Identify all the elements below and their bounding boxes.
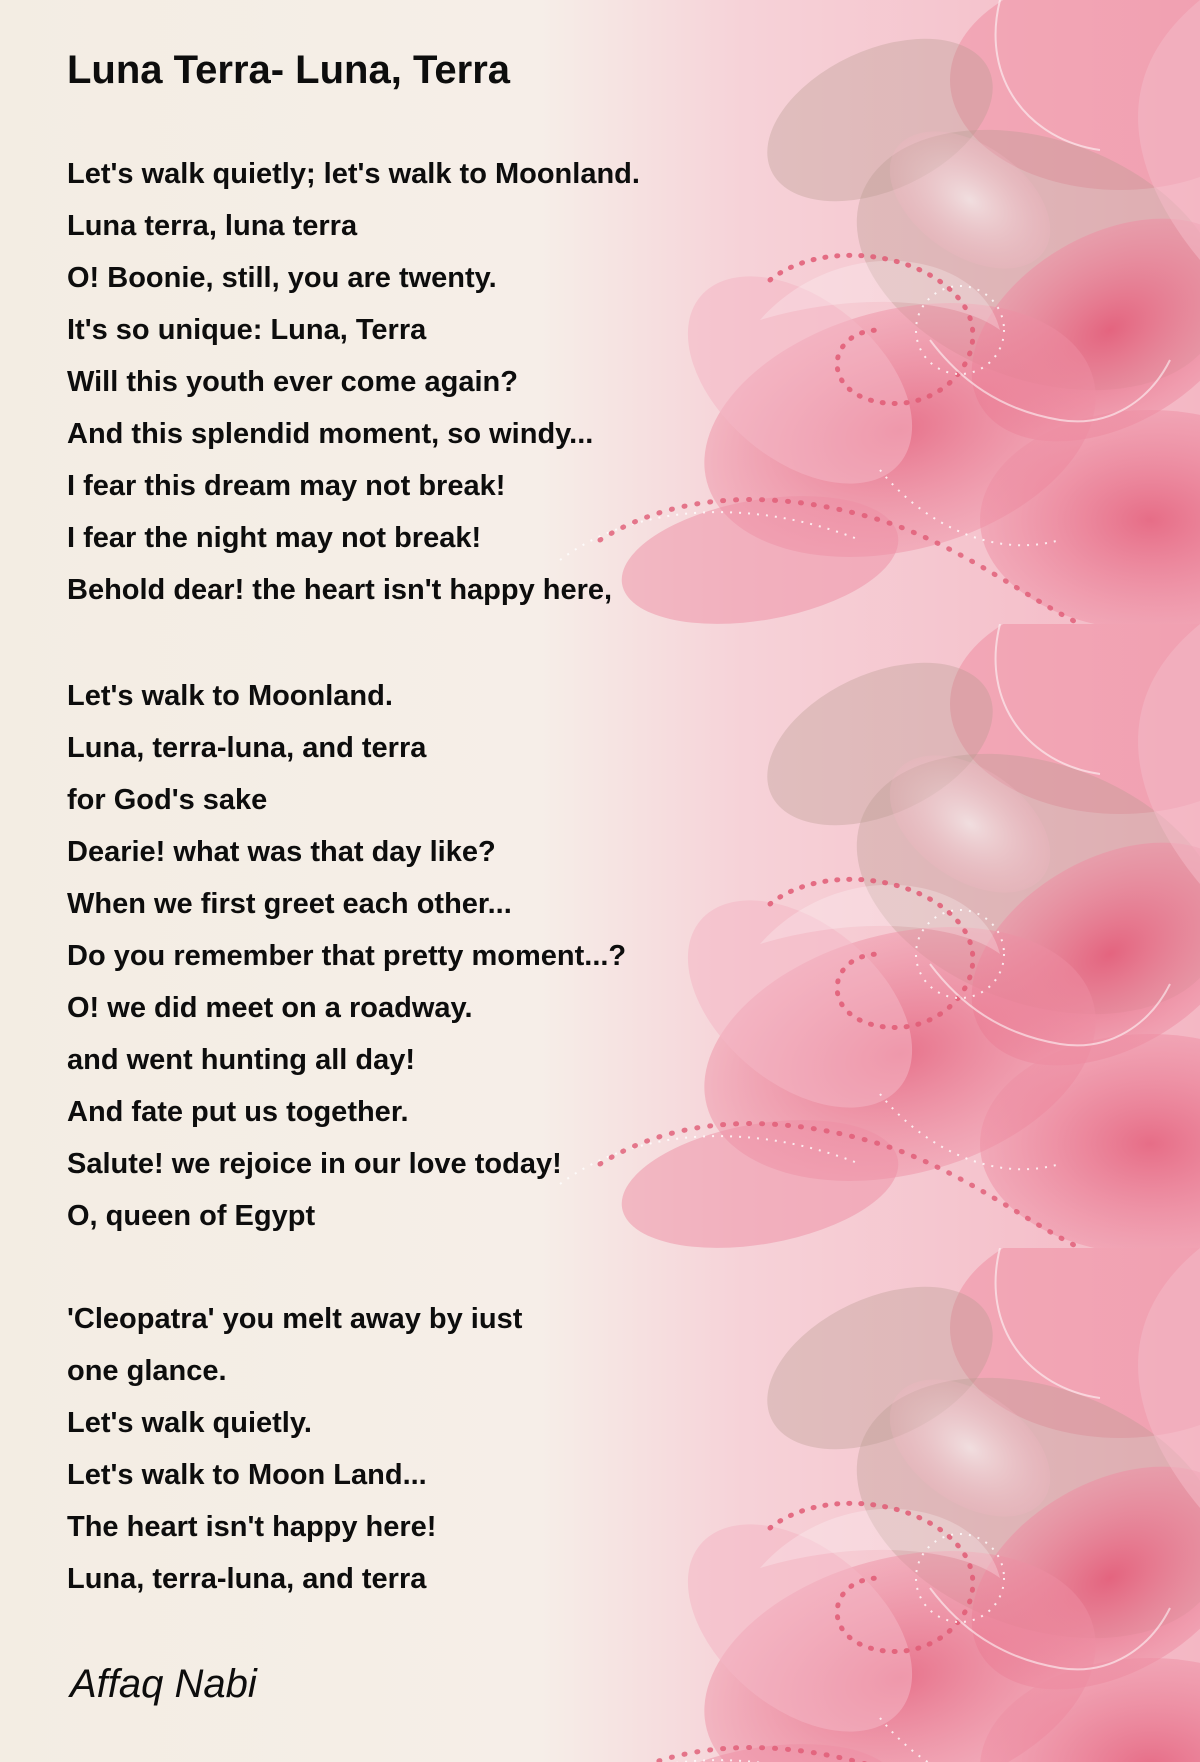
poem-line: one glance. <box>67 1355 227 1387</box>
poem-line: Let's walk quietly. <box>67 1407 312 1439</box>
poem-line: for God's sake <box>67 784 268 816</box>
poem-line: Luna, terra-luna, and terra <box>67 732 427 764</box>
poem-line: When we first greet each other... <box>67 888 512 920</box>
poem-line: And fate put us together. <box>67 1096 409 1128</box>
poem-line: Luna terra, luna terra <box>67 210 358 242</box>
poem-line: The heart isn't happy here! <box>67 1511 437 1543</box>
poem-line: Let's walk to Moonland. <box>67 680 393 712</box>
poem-content <box>67 0 1067 1762</box>
poem-line: O! Boonie, still, you are twenty. <box>67 262 497 294</box>
poem-line: and went hunting all day! <box>67 1044 415 1076</box>
poem-line: O, queen of Egypt <box>67 1200 316 1232</box>
poem-line: Salute! we rejoice in our love today! <box>67 1148 562 1180</box>
stanza-1 <box>67 148 640 616</box>
poem-line: Luna, terra-luna, and terra <box>67 1563 427 1595</box>
poem-line: 'Cleopatra' you melt away by iust <box>67 1303 523 1335</box>
stanza-2 <box>67 670 626 1242</box>
stanza-3 <box>67 1293 522 1605</box>
poem-line: It's so unique: Luna, Terra <box>67 314 427 346</box>
poem-title: Luna Terra- Luna, Terra <box>67 48 511 92</box>
poem-line: Do you remember that pretty moment...? <box>67 940 627 972</box>
poem-line: Let's walk quietly; let's walk to Moonland. <box>67 158 640 190</box>
poem-line: Behold dear! the heart isn't happy here, <box>67 574 613 606</box>
poem-line: I fear the night may not break! <box>67 522 482 554</box>
poem-line: And this splendid moment, so windy... <box>67 418 594 450</box>
poem-line: I fear this dream may not break! <box>67 470 506 502</box>
poem-line: O! we did meet on a roadway. <box>67 992 473 1024</box>
poem-line: Will this youth ever come again? <box>67 366 518 398</box>
poem-line: Dearie! what was that day like? <box>67 836 496 868</box>
poem-author: Affaq Nabi <box>70 1662 257 1706</box>
poem-line: Let's walk to Moon Land... <box>67 1459 427 1491</box>
